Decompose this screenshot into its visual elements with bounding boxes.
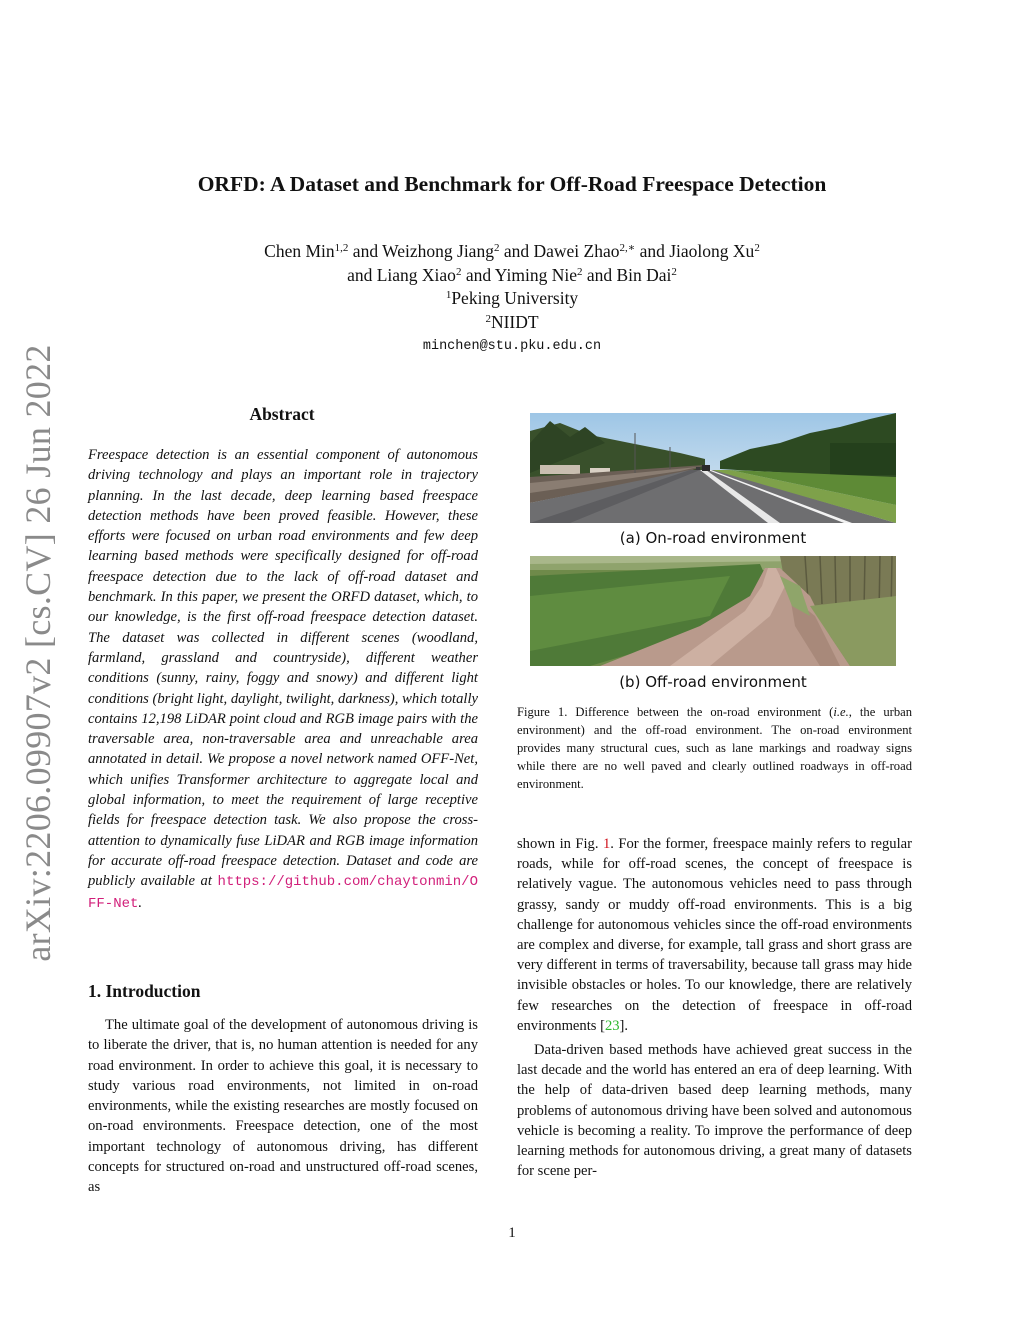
affiliation-2: $^2$NIIDT [485, 311, 539, 332]
author-line-2: and Liang Xiao$^2$ and Yiming Nie$^2$ and Bin Dai$^2$ [347, 264, 677, 285]
affiliation-1: $^1$Peking University [445, 288, 579, 308]
abstract-body: Freespace detection is an essential component of autonomous driving technology and plays an important role in trajectory planning. In the last decade, deep learning based freespace detection methods have been proved feasible. However, these efforts were focused on urban road environments and few deep learning based methods were specifically designed for off-road freespace detection due to the lack of off-road dataset and benchmark. In this paper, we present the ORFD dataset, which, to our knowledge, is the first off-road freespace detection dataset. The dataset was collected in different scenes (woodland, farmland, grassland and countryside), different weather conditions (sunny, rainy, foggy and snowy) and different light conditions (bright light, daylight, twilight, darkness), which totally contains 12,198 LiDAR point cloud and RGB image pairs with the traversable area, non-traversable area and unreachable area annotated in detail. We propose a novel network named OFF-Net, which unifies Transformer architecture to aggregate local and global information, to meet the requirement of large receptive fields for freespace detection task. We also propose the cross-attention to dynamically fuse LiDAR and RGB image information for accurate off-road freespace detection. Dataset and code are publicly available at https://github.com/chaytonmin/OFF-Net. [88, 447, 478, 912]
off-road-photo [530, 556, 896, 666]
off-road-scene [530, 556, 896, 666]
subcaption-a: (a) On-road environment [619, 529, 807, 547]
on-road-scene [530, 413, 896, 523]
abstract-heading: Abstract [249, 404, 315, 424]
page-number: 1 [508, 1225, 516, 1241]
citation-link[interactable]: 23 [604, 1017, 620, 1034]
paragraph: shown in Fig. 1. For the former, freespace mainly refers to regular roads, while for off-road scenes, the concept of freespace is relatively vague. The autonomous vehicles need to pass through grassy, sandy or muddy off-road environments. This is a big challenge for autonomous vehicles since the off-road environments are complex and diverse, for example, tall grass and short grass are very different in terms of traversability, because tall grass may hide invisible obstacles or holes. To our knowledge, there are relatively few researches on the detection of freespace in off-road environments [23]. [517, 836, 912, 1034]
right-column-body [517, 834, 912, 1181]
author-line-1: Chen Min$^{1,2}$ and Weizhong Jiang$^2$ and Dawei Zhao$^{2,∗}$ and Jiaolong Xu$^2$ [264, 241, 760, 261]
author-email[interactable]: minchen@stu.pku.edu.cn [422, 339, 602, 354]
paragraph: Data-driven based methods have achieved great success in the last decade and the world has entered an era of deep learning. With the help of data-driven based deep learning methods, many problems of autonomous driving have been solved and autonomous vehicle is becoming a reality. To improve the performance of deep learning methods for autonomous driving, a great many of datasets for scene per- [517, 1042, 912, 1180]
arxiv-stamp: arXiv:2206.09907v2 [cs.CV] 26 Jun 2022 [18, 343, 58, 962]
figure-ref-link[interactable]: 1 [602, 836, 611, 852]
on-road-photo [530, 413, 896, 523]
introduction-body: The ultimate goal of the development of autonomous driving is to liberate the driver, that is, no human attention is needed for any road environment. In order to achieve this goal, it is necessary to study various road environments, not limited in on-road environments, while the existing researches are mostly focused on on-road environments. Freespace detection, one of the most important technology of autonomous driving, has different concepts for structured on-road and unstructured off-road scenes, as [88, 1017, 478, 1196]
author-block [0, 240, 1024, 334]
section-heading-introduction: 1. Introduction [88, 981, 201, 1001]
code-link[interactable]: https://github.com/chaytonmin/OFF-Net [88, 874, 478, 912]
paper-title: ORFD: A Dataset and Benchmark for Off-Road Freespace Detection [197, 172, 827, 196]
subcaption-b: (b) Off-road environment [619, 673, 807, 691]
figure-caption: Figure 1. Difference between the on-road environment (i.e., the urban environment) and the off-road environment. The on-road environment provides many structural cues, such as lane markings and roadway signs while there are no well paved and clearly outlined roadways in off-road environment. [517, 705, 912, 791]
